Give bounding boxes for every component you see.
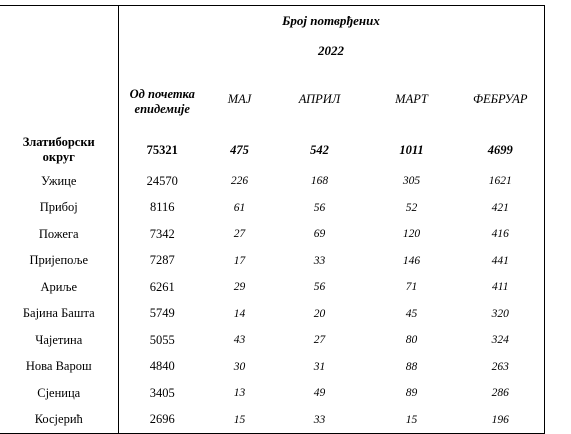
total-february: 4699 xyxy=(457,132,544,168)
cell-since-start: 7287 xyxy=(149,253,175,268)
cell-march: 52 xyxy=(405,201,418,214)
cell-february: 411 xyxy=(457,274,544,301)
row-name: Сјеница xyxy=(0,380,118,407)
table-row xyxy=(0,327,544,354)
column-header-since-start-text: Од почетка епидемије xyxy=(129,87,195,116)
row-name: Прибој xyxy=(0,195,118,222)
year-label: 2022 xyxy=(118,36,544,66)
cell-may: 14 xyxy=(233,307,246,320)
cell-february: 324 xyxy=(457,327,544,354)
cell-march: 71 xyxy=(405,281,418,294)
cell-may: 15 xyxy=(206,407,273,434)
cell-february: 320 xyxy=(457,301,544,328)
row-name: Пожега xyxy=(0,221,118,248)
total-row-name-text: Златиборски округ xyxy=(22,135,95,164)
column-header-may: МАЈ xyxy=(227,91,252,106)
cell-march: 45 xyxy=(405,307,418,320)
cell-february: 421 xyxy=(457,195,544,222)
cell-since-start: 24570 xyxy=(146,173,178,188)
total-march: 1011 xyxy=(399,142,424,157)
cell-april: 33 xyxy=(273,407,366,434)
cell-since-start: 4840 xyxy=(149,359,175,374)
cell-may: 30 xyxy=(233,360,246,373)
cell-february: 441 xyxy=(457,248,544,275)
cell-may: 61 xyxy=(233,201,246,214)
corner-cell xyxy=(0,36,118,66)
table-row xyxy=(0,301,544,328)
cell-may: 13 xyxy=(233,387,246,400)
total-april: 542 xyxy=(310,142,329,157)
cell-april: 49 xyxy=(313,387,326,400)
column-header-march: МАРТ xyxy=(395,91,428,106)
cell-march: 89 xyxy=(405,387,418,400)
column-header-february: ФЕБРУАР xyxy=(457,66,544,132)
cell-march: 88 xyxy=(405,360,418,373)
table-row xyxy=(0,380,544,407)
cases-table xyxy=(0,5,545,434)
cell-may: 29 xyxy=(233,281,246,294)
cell-since-start: 2696 xyxy=(118,407,206,434)
column-header-april: АПРИЛ xyxy=(298,91,341,106)
cell-february: 286 xyxy=(457,380,544,407)
cell-february: 263 xyxy=(457,354,544,381)
row-name: Ариље xyxy=(0,274,118,301)
cell-may: 27 xyxy=(233,228,246,241)
cell-april: 56 xyxy=(313,281,326,294)
group-title: Број потврђених xyxy=(118,6,544,37)
row-name xyxy=(0,132,118,168)
table-row xyxy=(0,274,544,301)
cell-march: 146 xyxy=(402,254,421,267)
cell-march: 80 xyxy=(405,334,418,347)
cell-april: 168 xyxy=(310,175,329,188)
cell-april: 31 xyxy=(313,360,326,373)
cell-since-start: 5749 xyxy=(149,306,175,321)
cell-march: 305 xyxy=(402,175,421,188)
table-row xyxy=(0,168,544,195)
cell-april: 33 xyxy=(313,254,326,267)
cell-april: 27 xyxy=(313,334,326,347)
table-row xyxy=(0,195,544,222)
cell-april: 20 xyxy=(313,307,326,320)
total-row xyxy=(0,132,544,168)
cell-since-start: 3405 xyxy=(149,385,175,400)
cell-since-start: 5055 xyxy=(149,332,175,347)
table-body xyxy=(0,6,544,434)
header-row-year xyxy=(0,36,544,66)
total-since-start: 75321 xyxy=(146,142,178,157)
table-row xyxy=(0,221,544,248)
table-row xyxy=(0,354,544,381)
total-may: 475 xyxy=(230,142,249,157)
cell-may: 43 xyxy=(233,334,246,347)
header-row-group xyxy=(0,6,544,37)
table-row xyxy=(0,248,544,275)
cell-april: 56 xyxy=(313,201,326,214)
cell-may: 17 xyxy=(233,254,246,267)
cell-march: 120 xyxy=(402,228,421,241)
corner-cell xyxy=(0,6,118,37)
cell-since-start: 6261 xyxy=(149,279,175,294)
corner-cell xyxy=(0,66,118,132)
row-name: Пријепоље xyxy=(0,248,118,275)
row-name: Чајетина xyxy=(0,327,118,354)
row-name: Нова Варош xyxy=(0,354,118,381)
cell-march: 15 xyxy=(366,407,457,434)
header-row-columns xyxy=(0,66,544,132)
cell-february: 1621 xyxy=(457,168,544,195)
table-row xyxy=(0,407,544,434)
row-name: Бајина Башта xyxy=(0,301,118,328)
row-name: Ужице xyxy=(0,168,118,195)
cell-april: 69 xyxy=(313,228,326,241)
cell-may: 226 xyxy=(230,175,249,188)
column-header-since-start xyxy=(118,66,206,132)
row-name: Косјерић xyxy=(0,407,118,434)
cell-since-start: 7342 xyxy=(149,226,175,241)
cell-since-start: 8116 xyxy=(149,200,175,215)
cell-february: 196 xyxy=(457,407,544,434)
cell-february: 416 xyxy=(457,221,544,248)
